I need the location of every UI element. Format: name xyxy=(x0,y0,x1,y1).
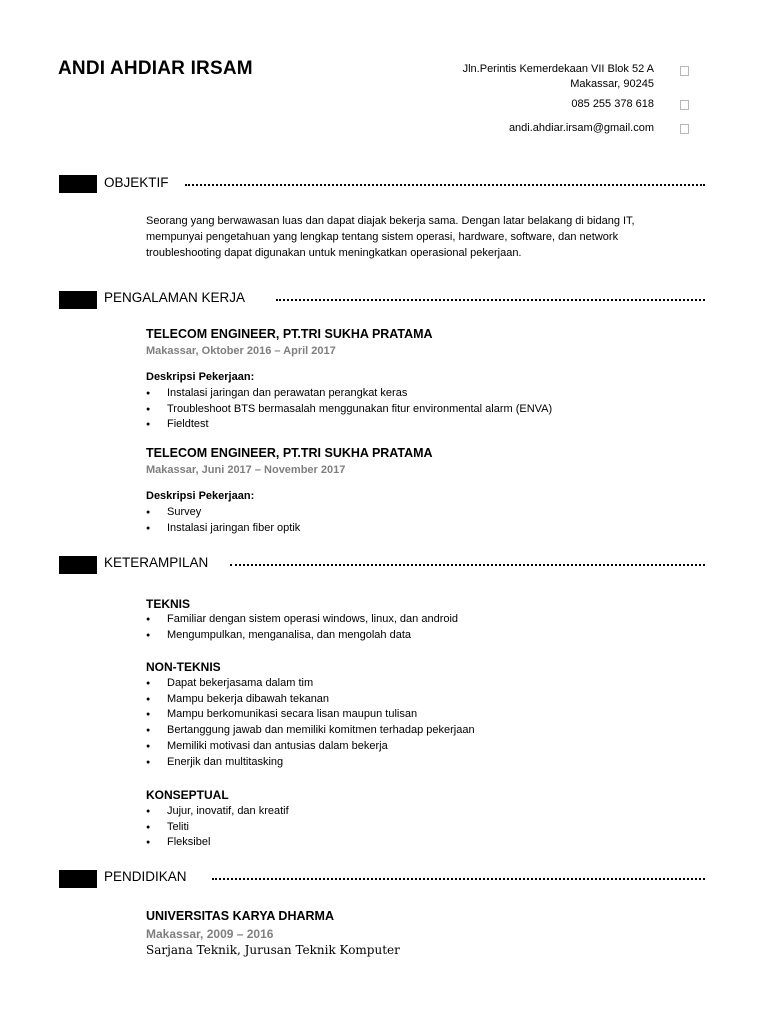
list-item: ● Survey xyxy=(146,505,300,521)
skill-list xyxy=(146,612,458,643)
list-item: ● Teliti xyxy=(146,820,289,836)
section-title-experience: PENGALAMAN KERJA xyxy=(104,290,246,305)
school-name: UNIVERSITAS KARYA DHARMA xyxy=(146,909,334,923)
job-title: TELECOM ENGINEER, PT.TRI SUKHA PRATAMA xyxy=(146,327,433,341)
address-icon xyxy=(680,66,689,76)
skill-list xyxy=(146,804,289,851)
section-title-skills: KETERAMPILAN xyxy=(104,555,209,570)
address-line-2: Makassar, 90245 xyxy=(570,78,654,90)
list-item: ● Enerjik dan multitasking xyxy=(146,755,475,771)
job-description-list xyxy=(146,386,552,433)
section-divider-skills xyxy=(230,564,705,566)
section-marker-education xyxy=(59,870,97,888)
job-description-label: Deskripsi Pekerjaan: xyxy=(146,490,255,502)
section-marker-experience xyxy=(59,291,97,309)
list-item: ● Familiar dengan sistem operasi windows, linux, dan android xyxy=(146,612,458,628)
job-description-list xyxy=(146,505,300,536)
list-item: ● Dapat bekerjasama dalam tim xyxy=(146,676,475,692)
skill-group-label: TEKNIS xyxy=(146,597,191,611)
skill-group-label: KONSEPTUAL xyxy=(146,788,229,802)
degree-text: Sarjana Teknik, Jurusan Teknik Komputer xyxy=(146,943,400,957)
objective-text: Seorang yang berwawasan luas dan dapat diajak bekerja sama. Dengan latar belakang di bidang IT, mempunyai pengetahuan yang lengkap tentang sistem operasi, hardware, software, dan network troubleshooting dapat digunakan untuk meningkatkan operasional pekerjaan. xyxy=(146,215,635,259)
list-item: ● Mengumpulkan, menganalisa, dan mengolah data xyxy=(146,628,458,644)
job-location-date: Makassar, Oktober 2016 – April 2017 xyxy=(146,345,336,357)
candidate-name: ANDI AHDIAR IRSAM xyxy=(58,58,253,79)
list-item: ● Troubleshoot BTS bermasalah menggunakan fitur environmental alarm (ENVA) xyxy=(146,402,552,418)
section-title-objective: OBJEKTIF xyxy=(104,175,169,190)
job-description-label: Deskripsi Pekerjaan: xyxy=(146,371,255,383)
section-marker-skills xyxy=(59,556,97,574)
school-location-date: Makassar, 2009 – 2016 xyxy=(146,927,274,941)
list-item: ● Instalasi jaringan dan perawatan perangkat keras xyxy=(146,386,552,402)
job-location-date: Makassar, Juni 2017 – November 2017 xyxy=(146,464,346,476)
list-item: ● Fieldtest xyxy=(146,417,552,433)
list-item: ● Mampu bekerja dibawah tekanan xyxy=(146,692,475,708)
skill-group-label: NON-TEKNIS xyxy=(146,660,221,674)
address-line-1: Jln.Perintis Kemerdekaan VII Blok 52 A xyxy=(462,63,654,75)
section-title-education: PENDIDIKAN xyxy=(104,869,187,884)
section-marker-objective xyxy=(59,175,97,193)
phone-number: 085 255 378 618 xyxy=(571,98,654,110)
section-divider-education xyxy=(212,878,705,880)
skill-list xyxy=(146,676,475,770)
list-item: ● Memiliki motivasi dan antusias dalam bekerja xyxy=(146,739,475,755)
list-item: ● Bertanggung jawab dan memiliki komitmen terhadap pekerjaan xyxy=(146,723,475,739)
list-item: ● Mampu berkomunikasi secara lisan maupun tulisan xyxy=(146,707,475,723)
phone-icon xyxy=(680,100,689,110)
email-icon xyxy=(680,124,689,134)
section-divider-experience xyxy=(276,299,705,301)
job-title: TELECOM ENGINEER, PT.TRI SUKHA PRATAMA xyxy=(146,446,433,460)
list-item: ● Jujur, inovatif, dan kreatif xyxy=(146,804,289,820)
section-divider-objective xyxy=(185,184,705,186)
list-item: ● Fleksibel xyxy=(146,835,289,851)
email-address: andi.ahdiar.irsam@gmail.com xyxy=(508,122,654,134)
list-item: ● Instalasi jaringan fiber optik xyxy=(146,521,300,537)
